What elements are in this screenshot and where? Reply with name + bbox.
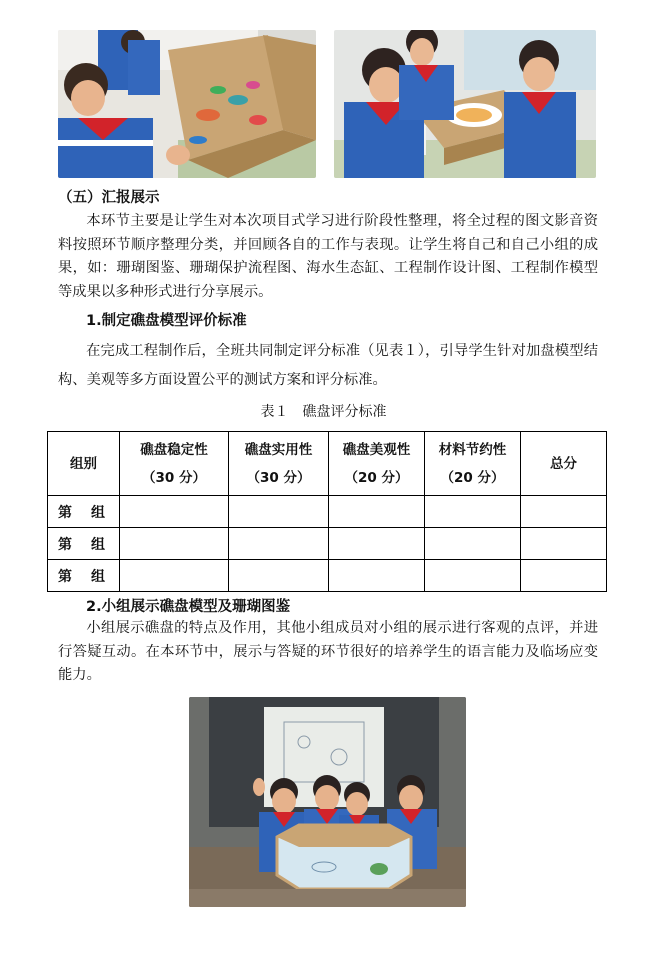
total-cell — [521, 560, 607, 592]
photo-students-cardboard-model — [58, 30, 316, 178]
section-heading: （五）汇报展示 — [58, 190, 160, 206]
score-cell — [229, 560, 329, 592]
score-cell — [120, 528, 229, 560]
score-cell — [120, 496, 229, 528]
section-paragraph: 本环节主要是让学生对本次项目式学习进行阶段性整理，将全过程的图文影音资料按照环节顺序整理分类，并回顾各自的工作与表现。让学生将自己和自己小组的成果，如：珊瑚图鉴、珊瑚保护流程图、海水生态缸、工程制作设计图、工程制作模型等成果以多种形式进行分享展示。 — [58, 213, 598, 300]
group-cell: 第 组 — [48, 560, 120, 592]
table-header-row — [48, 432, 607, 496]
header-group: 组别 — [48, 432, 120, 496]
evaluation-paragraph: 在完成工程制作后，全班共同制定评分标准（见表１），引导学生针对加盘模型结构、美观等多方面设置公平的测试方案和评分标准。 — [58, 343, 598, 388]
score-cell — [120, 560, 229, 592]
score-cell — [229, 496, 329, 528]
total-cell — [521, 496, 607, 528]
group-cell: 第 组 — [48, 528, 120, 560]
presentation-paragraph: 小组展示礁盘的特点及作用，其他小组成员对小组的展示进行客观的点评，并进行答疑互动。在本环节中，展示与答疑的环节很好的培养学生的语言能力及临场应变能力。 — [58, 620, 598, 683]
score-cell — [329, 528, 425, 560]
header-material-saving: 材料节约性 （20 分） — [425, 432, 521, 496]
table-row — [48, 496, 607, 528]
score-cell — [229, 528, 329, 560]
total-cell — [521, 528, 607, 560]
score-cell — [329, 560, 425, 592]
header-stability: 礁盘稳定性 （30 分） — [120, 432, 229, 496]
sub-heading-group-presentation: 2.小组展示礁盘模型及珊瑚图鉴 — [86, 599, 291, 615]
group-cell: 第 组 — [48, 496, 120, 528]
scoring-table — [47, 431, 607, 592]
score-cell — [425, 528, 521, 560]
sub-heading-evaluation-criteria: 1.制定礁盘模型评价标准 — [86, 313, 247, 329]
header-practicality: 礁盘实用性 （30 分） — [229, 432, 329, 496]
table-row — [48, 560, 607, 592]
photo-students-box-model — [334, 30, 596, 178]
header-total: 总分 — [521, 432, 607, 496]
photo-group-presentation — [189, 697, 466, 907]
table-caption: 表１ 礁盘评分标准 — [260, 404, 387, 420]
score-cell — [425, 560, 521, 592]
header-aesthetics: 礁盘美观性 （20 分） — [329, 432, 425, 496]
score-cell — [329, 496, 425, 528]
score-cell — [425, 496, 521, 528]
table-row — [48, 528, 607, 560]
